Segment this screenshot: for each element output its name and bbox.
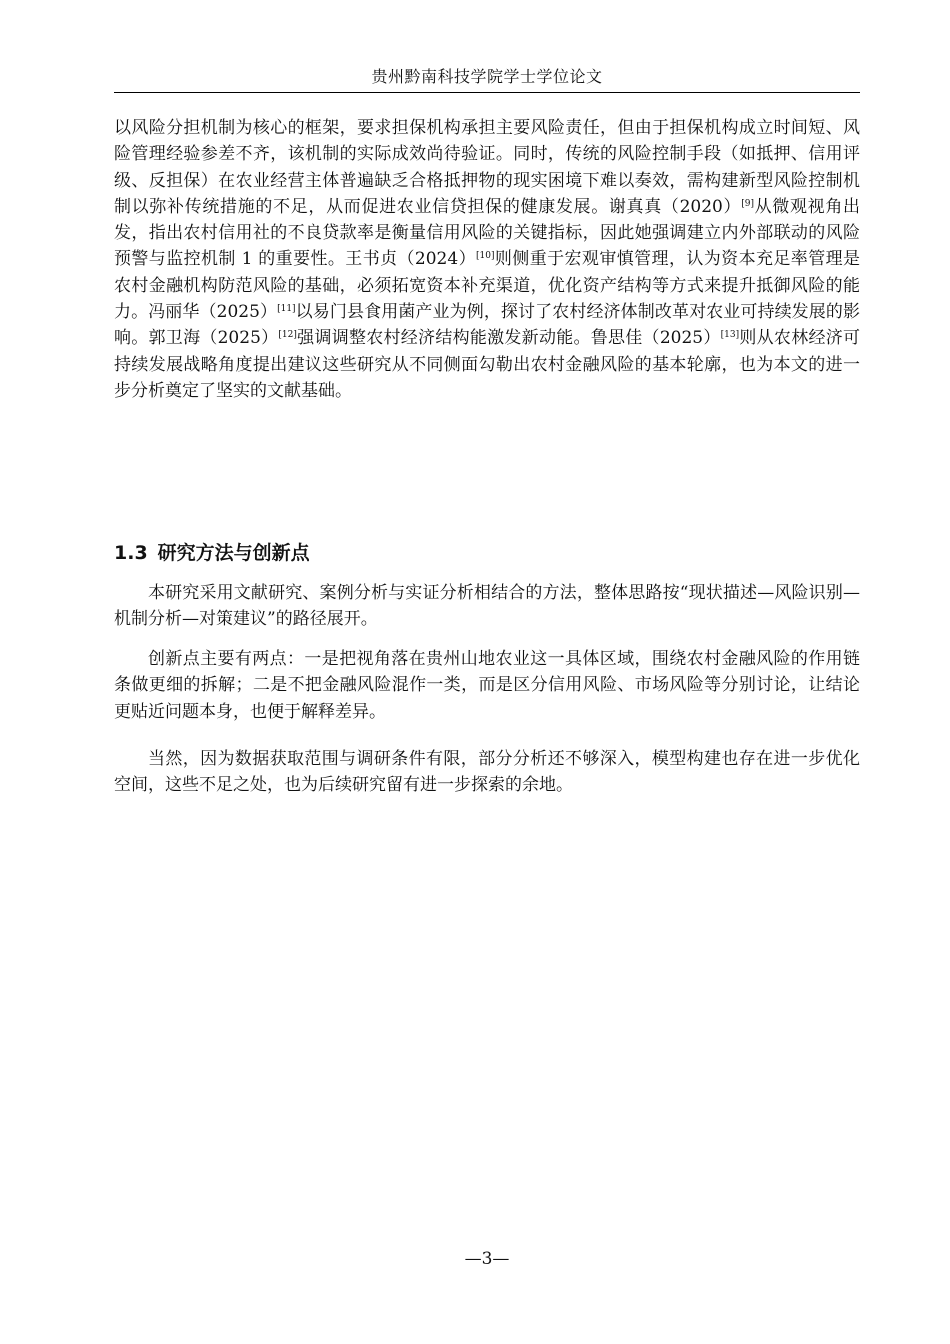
header-rule — [114, 92, 860, 93]
paragraph-text: 从微观视角出发，指出农村信用社的不良贷款率是衡量信用风险的关键指标，因此她强调建立内外部联动的风险预警与监控机制 1 的重要性。王书贞（2024） — [114, 196, 861, 270]
body-paragraph-limitations: 当然，因为数据获取范围与调研条件有限，部分分析还不够深入，模型构建也存在进一步优化空间，这些不足之处，也为后续研究留有进一步探索的余地。 — [114, 749, 860, 796]
body-paragraph-literature-review — [114, 115, 860, 404]
section-number: 1.3 — [114, 542, 148, 564]
paragraph-text: 以风险分担机制为核心的框架，要求担保机构承担主要风险责任，但由于担保机构成立时间短、风险管理经验参差不齐，该机制的实际成效尚待验证。同时，传统的风险控制手段（如抵押、信用评级、反担保）在农业经营主体普遍缺乏合格抵押物的现实困境下难以奏效，需构建新型风险控制机制以弥补传统措施的不足，从而促进农业信贷担保的健康发展。谢真真（2020） — [114, 118, 860, 217]
section-title: 研究方法与创新点 — [157, 542, 310, 564]
citation-13: [13] — [720, 330, 740, 341]
citation-10: [10] — [476, 251, 495, 262]
body-paragraph-innovation: 创新点主要有两点：一是把视角落在贵州山地农业这一具体区域，围绕农村金融风险的作用链条做更细的拆解；二是不把金融风险混作一类，而是区分信用风险、市场风险等分别讨论，让结论更贴近问题本身，也便于解释差异。 — [114, 649, 860, 722]
section-heading — [114, 538, 310, 565]
citation-9: [9] — [741, 198, 754, 209]
paragraph-text: 以易门县食用菌产业为例，探讨了农村经济体制改革对农业可持续发展的影响。郭卫海（2025） — [114, 302, 860, 349]
page-header: 贵州黔南科技学院学士学位论文 — [371, 67, 603, 86]
citation-12: [12] — [278, 330, 297, 341]
citation-11: [11] — [277, 304, 296, 315]
body-paragraph-methods: 本研究采用文献研究、案例分析与实证分析相结合的方法，整体思路按“现状描述—风险识别—机制分析—对策建议”的路径展开。 — [114, 583, 860, 630]
paragraph-text: 强调调整农村经济结构能激发新动能。鲁思佳（2025） — [296, 328, 721, 349]
page-number: —3— — [464, 1249, 510, 1269]
paragraph-text: 则从农林经济可持续发展战略角度提出建议这些研究从不同侧面勾勒出农村金融风险的基本轮廓，也为本文的进一步分析奠定了坚实的文献基础。 — [114, 328, 861, 401]
paragraph-text: 则侧重于宏观审慎管理，认为资本充足率管理是农村金融机构防范风险的基础，必须拓宽资本补充渠道，优化资产结构等方式来提升抵御风险的能力。冯丽华（2025） — [114, 249, 860, 323]
